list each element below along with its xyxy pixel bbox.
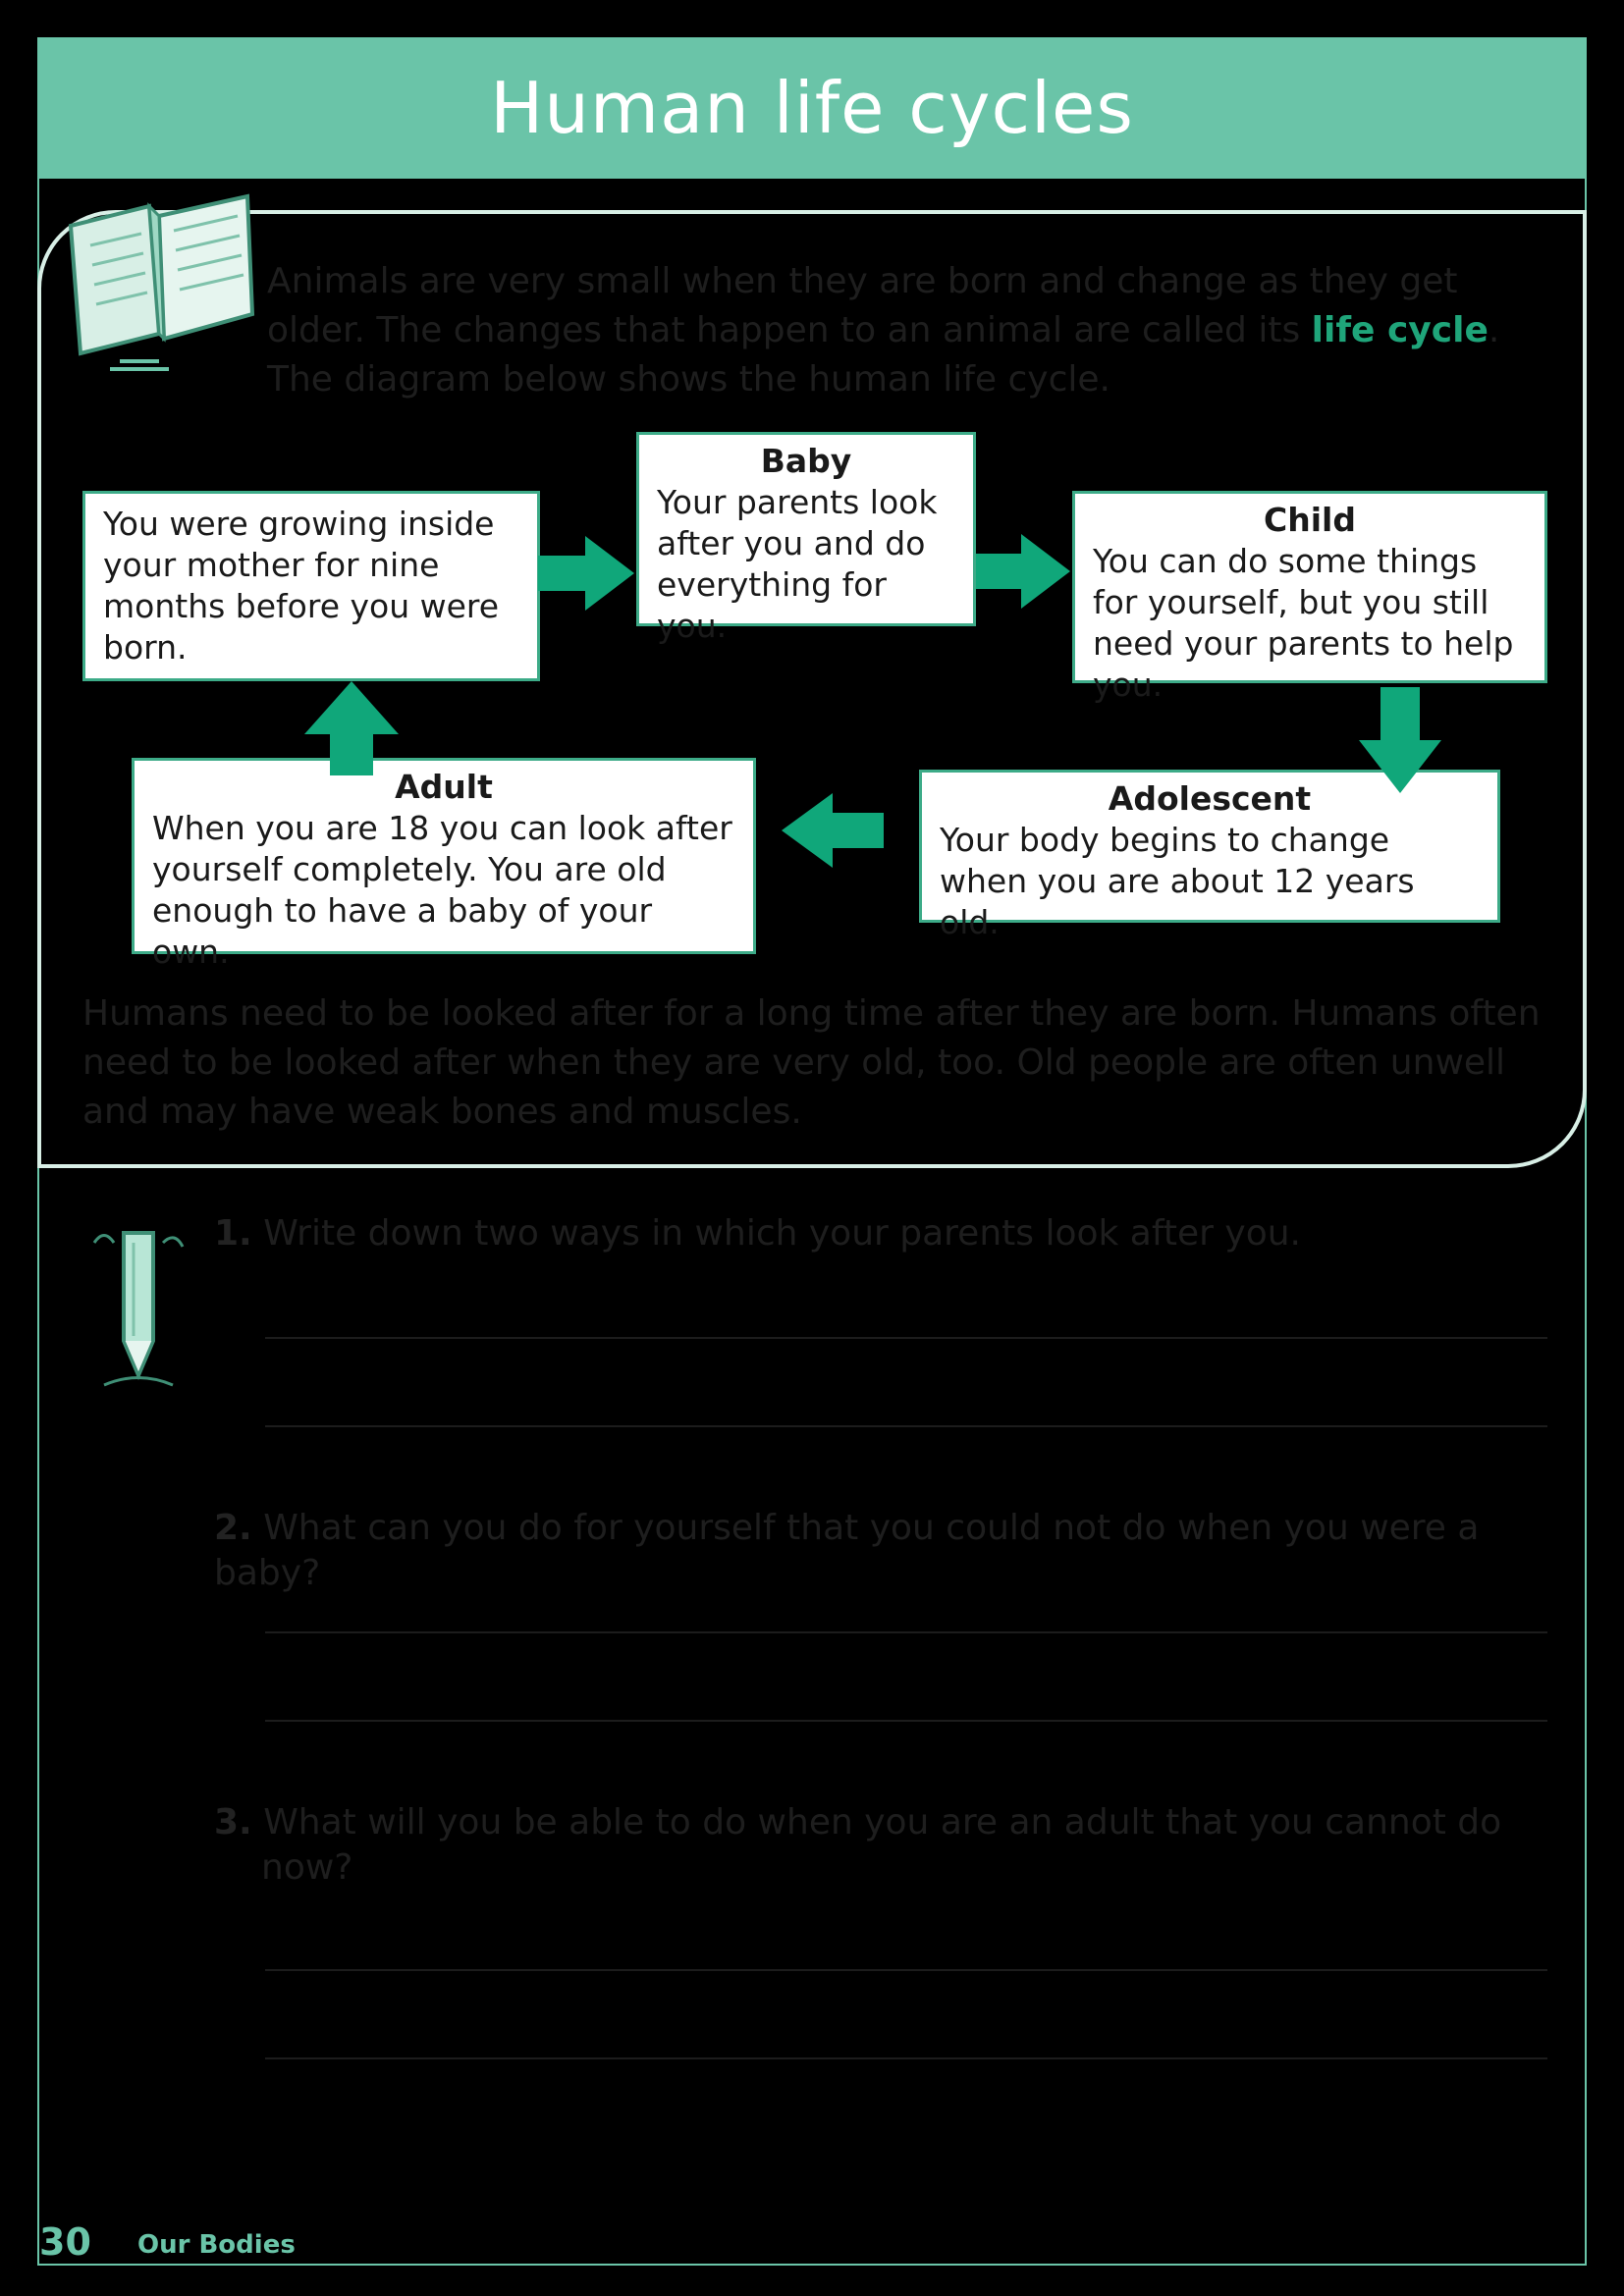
section-label: Our Bodies (137, 2230, 296, 2260)
page-number: 30 (39, 2220, 91, 2264)
child-box (1072, 491, 1547, 704)
intro-text: Animals are very small when they are born and change as they get older. The changes that happen to an animal are called its (267, 261, 1458, 350)
child-text: You can do some things for yourself, but you still need your parents to help you. (1093, 542, 1514, 704)
question-2 (214, 1506, 1589, 1596)
pencil-icon (84, 1213, 192, 1400)
question-text: What can you do for yourself that you could not do when you were a baby? (214, 1508, 1480, 1593)
intro-text-end: . The diagram below shows the human life cycle. (267, 310, 1500, 400)
adult-text: When you are 18 you can look after yourself completely. You are old enough to have a baby of your own. (152, 809, 732, 971)
answer-line[interactable] (265, 1720, 1547, 1722)
question-3 (214, 1800, 1557, 1891)
arrow-up-icon (304, 681, 399, 775)
adolescent-title: Adolescent (1108, 779, 1312, 818)
baby-title: Baby (760, 442, 852, 480)
answer-line[interactable] (265, 1969, 1547, 1971)
question-1 (214, 1211, 1549, 1256)
before-birth-box (82, 491, 540, 681)
adolescent-text: Your body begins to change when you are about 12 years old. (940, 821, 1415, 941)
answer-line[interactable] (265, 1337, 1547, 1339)
baby-box (636, 432, 976, 645)
arrow-left-icon (782, 793, 884, 868)
title-bar (37, 37, 1587, 179)
baby-text: Your parents look after you and do everything for you. (657, 483, 938, 645)
arrow-right-icon (976, 534, 1070, 609)
answer-line[interactable] (265, 1425, 1547, 1427)
arrow-down-icon (1359, 687, 1441, 793)
arrow-right-icon (538, 536, 634, 611)
question-number: 1. (214, 1213, 252, 1254)
page-title: Human life cycles (490, 67, 1134, 149)
outro-paragraph: Humans need to be looked after for a long time after they are born. Humans often need to be looked after when they are very old, too. Old people are often unwell and may have weak bones and muscles. (82, 993, 1541, 1132)
adult-box (132, 758, 756, 971)
adult-title: Adult (395, 768, 493, 806)
answer-line[interactable] (265, 2057, 1547, 2059)
intro-paragraph (267, 257, 1553, 404)
question-number: 3. (214, 1802, 252, 1842)
child-title: Child (1264, 501, 1356, 539)
question-text: What will you be able to do when you are an adult that you cannot do now? (261, 1802, 1502, 1888)
question-text: Write down two ways in which your parents look after you. (263, 1213, 1302, 1254)
life-cycle-term: life cycle (1311, 310, 1489, 350)
open-book-icon (51, 187, 267, 373)
question-number: 2. (214, 1508, 252, 1548)
before-birth-text: You were growing inside your mother for nine months before you were born. (103, 505, 500, 667)
answer-line[interactable] (265, 1631, 1547, 1633)
